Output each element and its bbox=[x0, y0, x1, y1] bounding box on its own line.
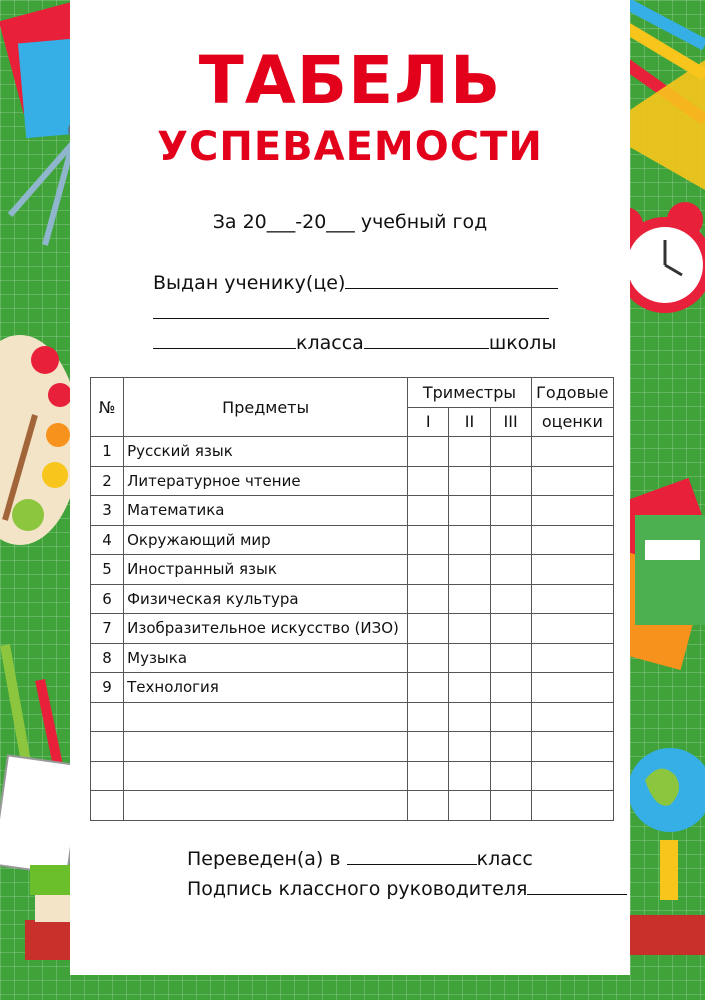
annual-grade-cell[interactable] bbox=[531, 496, 613, 526]
table-row bbox=[91, 555, 614, 585]
grade-term-2-cell[interactable] bbox=[449, 761, 490, 791]
grade-term-3-cell[interactable] bbox=[490, 584, 531, 614]
annual-grade-cell[interactable] bbox=[531, 614, 613, 644]
issued-to-line bbox=[153, 270, 558, 294]
transferred-class-field[interactable] bbox=[347, 846, 477, 865]
grades-table bbox=[90, 377, 614, 821]
grade-term-3-cell[interactable] bbox=[490, 732, 531, 762]
title-line-1: ТАБЕЛЬ bbox=[198, 42, 502, 119]
student-name-continued-field[interactable] bbox=[153, 300, 549, 324]
class-label: класса bbox=[296, 332, 364, 354]
grade-term-3-cell[interactable] bbox=[490, 614, 531, 644]
header-term-3: III bbox=[490, 407, 531, 437]
row-number bbox=[91, 702, 124, 732]
grade-term-2-cell[interactable] bbox=[449, 496, 490, 526]
paint-palette-icon bbox=[0, 335, 80, 550]
grade-term-3-cell[interactable] bbox=[490, 525, 531, 555]
grade-term-2-cell[interactable] bbox=[449, 584, 490, 614]
grade-term-1-cell[interactable] bbox=[408, 732, 449, 762]
row-number: 1 bbox=[91, 437, 124, 467]
table-row bbox=[91, 673, 614, 703]
row-subject: Иностранный язык bbox=[124, 555, 408, 585]
header-number: № bbox=[91, 378, 124, 437]
class-field[interactable] bbox=[153, 330, 296, 349]
row-number: 6 bbox=[91, 584, 124, 614]
header-terms: Триместры bbox=[408, 378, 531, 408]
grade-term-2-cell[interactable] bbox=[449, 525, 490, 555]
table-row bbox=[91, 791, 614, 821]
school-label: школы bbox=[488, 332, 557, 354]
annual-grade-cell[interactable] bbox=[531, 643, 613, 673]
table-row bbox=[91, 643, 614, 673]
signature-label: Подпись классного руководителя bbox=[187, 878, 528, 900]
title-line-2: УСПЕВАЕМОСТИ bbox=[157, 124, 543, 170]
grade-term-3-cell[interactable] bbox=[490, 702, 531, 732]
grade-term-1-cell[interactable] bbox=[408, 466, 449, 496]
row-number: 2 bbox=[91, 466, 124, 496]
row-subject: Физическая культура bbox=[124, 584, 408, 614]
annual-grade-cell[interactable] bbox=[531, 673, 613, 703]
student-name-field[interactable] bbox=[345, 270, 558, 289]
table-row bbox=[91, 525, 614, 555]
table-row bbox=[91, 732, 614, 762]
grade-term-3-cell[interactable] bbox=[490, 496, 531, 526]
annual-grade-cell[interactable] bbox=[531, 791, 613, 821]
issued-to-label: Выдан ученику(це) bbox=[153, 272, 346, 294]
row-subject bbox=[124, 702, 408, 732]
header-annual-1: Годовые bbox=[531, 378, 613, 408]
row-subject: Технология bbox=[124, 673, 408, 703]
table-row bbox=[91, 614, 614, 644]
class-school-line bbox=[153, 330, 556, 354]
grade-term-1-cell[interactable] bbox=[408, 702, 449, 732]
grade-term-2-cell[interactable] bbox=[449, 466, 490, 496]
table-row bbox=[91, 437, 614, 467]
header-term-2: II bbox=[449, 407, 490, 437]
grade-term-1-cell[interactable] bbox=[408, 584, 449, 614]
grade-term-1-cell[interactable] bbox=[408, 643, 449, 673]
grade-term-2-cell[interactable] bbox=[449, 555, 490, 585]
annual-grade-cell[interactable] bbox=[531, 702, 613, 732]
grade-term-1-cell[interactable] bbox=[408, 614, 449, 644]
row-subject: Литературное чтение bbox=[124, 466, 408, 496]
grade-term-3-cell[interactable] bbox=[490, 643, 531, 673]
grade-term-3-cell[interactable] bbox=[490, 466, 531, 496]
row-number: 8 bbox=[91, 643, 124, 673]
table-row bbox=[91, 584, 614, 614]
row-subject: Окружающий мир bbox=[124, 525, 408, 555]
grade-term-1-cell[interactable] bbox=[408, 673, 449, 703]
annual-grade-cell[interactable] bbox=[531, 732, 613, 762]
table-row bbox=[91, 702, 614, 732]
row-number bbox=[91, 732, 124, 762]
grade-term-3-cell[interactable] bbox=[490, 673, 531, 703]
header-subjects: Предметы bbox=[124, 378, 408, 437]
header-term-1: I bbox=[408, 407, 449, 437]
annual-grade-cell[interactable] bbox=[531, 466, 613, 496]
row-subject bbox=[124, 761, 408, 791]
row-number: 9 bbox=[91, 673, 124, 703]
row-subject: Музыка bbox=[124, 643, 408, 673]
annual-grade-cell[interactable] bbox=[531, 525, 613, 555]
row-number bbox=[91, 791, 124, 821]
row-subject bbox=[124, 732, 408, 762]
row-number: 4 bbox=[91, 525, 124, 555]
signature-line bbox=[187, 876, 627, 900]
row-subject: Математика bbox=[124, 496, 408, 526]
annual-grade-cell[interactable] bbox=[531, 761, 613, 791]
globe-icon bbox=[625, 730, 705, 970]
grade-term-1-cell[interactable] bbox=[408, 437, 449, 467]
annual-grade-cell[interactable] bbox=[531, 437, 613, 467]
row-subject: Изобразительное искусство (ИЗО) bbox=[124, 614, 408, 644]
annual-grade-cell[interactable] bbox=[531, 555, 613, 585]
grade-term-3-cell[interactable] bbox=[490, 437, 531, 467]
school-field[interactable] bbox=[364, 330, 489, 349]
grade-term-2-cell[interactable] bbox=[449, 791, 490, 821]
grade-term-3-cell[interactable] bbox=[490, 791, 531, 821]
row-subject bbox=[124, 791, 408, 821]
grade-term-1-cell[interactable] bbox=[408, 555, 449, 585]
row-number: 7 bbox=[91, 614, 124, 644]
annual-grade-cell[interactable] bbox=[531, 584, 613, 614]
grade-term-2-cell[interactable] bbox=[449, 732, 490, 762]
grade-term-1-cell[interactable] bbox=[408, 525, 449, 555]
row-number: 3 bbox=[91, 496, 124, 526]
grade-term-1-cell[interactable] bbox=[408, 496, 449, 526]
transferred-label: Переведен(а) в bbox=[187, 848, 341, 870]
table-row bbox=[91, 761, 614, 791]
grade-term-1-cell[interactable] bbox=[408, 791, 449, 821]
school-year-line: За 20___-20___ учебный год bbox=[212, 211, 488, 233]
table-row bbox=[91, 496, 614, 526]
grade-term-2-cell[interactable] bbox=[449, 643, 490, 673]
transferred-suffix: класс bbox=[476, 848, 533, 870]
grade-term-3-cell[interactable] bbox=[490, 761, 531, 791]
grade-term-2-cell[interactable] bbox=[449, 614, 490, 644]
header-annual-2: оценки bbox=[531, 407, 613, 437]
grade-term-1-cell[interactable] bbox=[408, 761, 449, 791]
grade-term-3-cell[interactable] bbox=[490, 555, 531, 585]
grade-term-2-cell[interactable] bbox=[449, 673, 490, 703]
row-subject: Русский язык bbox=[124, 437, 408, 467]
row-number: 5 bbox=[91, 555, 124, 585]
grade-term-2-cell[interactable] bbox=[449, 437, 490, 467]
signature-field[interactable] bbox=[527, 876, 627, 895]
transferred-line bbox=[187, 846, 533, 870]
report-card-sheet bbox=[70, 0, 630, 975]
row-number bbox=[91, 761, 124, 791]
table-row bbox=[91, 466, 614, 496]
grade-term-2-cell[interactable] bbox=[449, 702, 490, 732]
